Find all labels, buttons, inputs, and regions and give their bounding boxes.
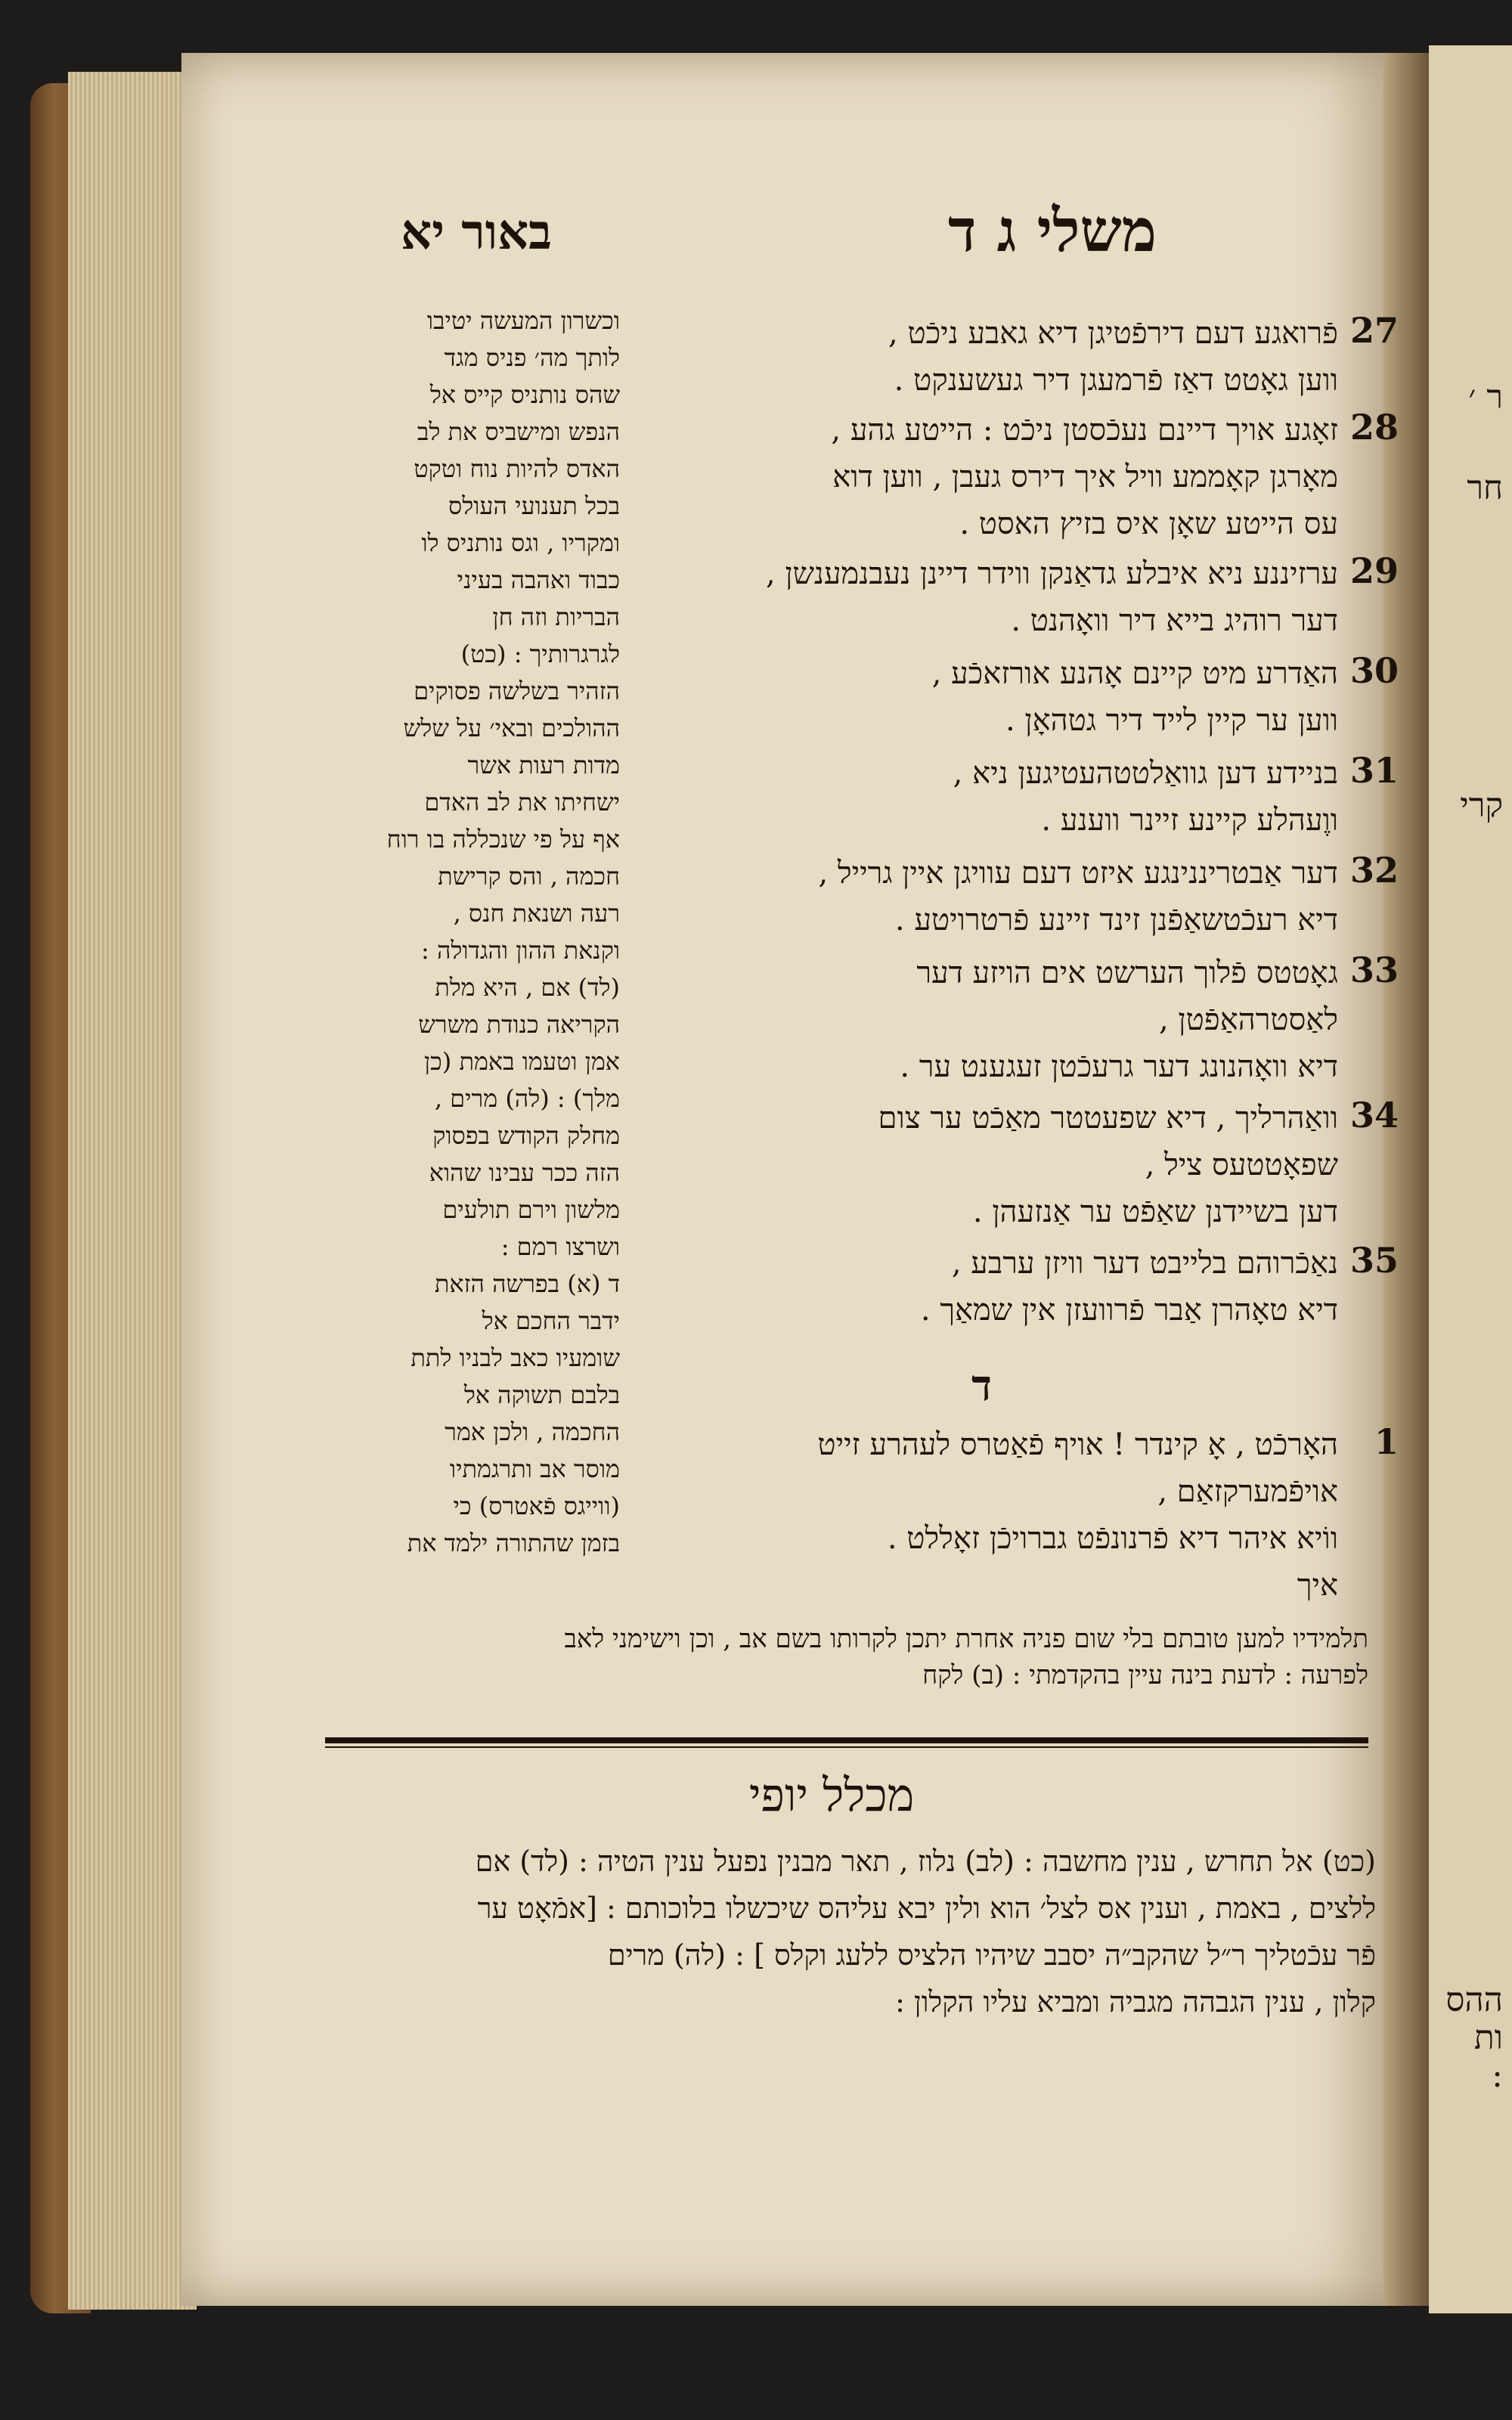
verse-number: 32	[1349, 850, 1399, 891]
commentary-line: האדס להיות נוח וטקט	[414, 454, 620, 483]
biur-commentary-column	[325, 302, 620, 1562]
chapter-letter: ד	[971, 1361, 992, 1411]
commentary-line: שומעיו כאב לבניו לתת	[411, 1343, 620, 1372]
verse-block	[627, 1095, 1399, 1235]
commentary-line: ושרצו רמם :	[500, 1232, 620, 1261]
section-divider-thin	[325, 1746, 1368, 1748]
commentary-line: רעה ושנאת חנס ,	[453, 899, 620, 928]
commentary-line: מלך) : (לה) מרים ,	[434, 1084, 620, 1113]
verse-number: 33	[1349, 950, 1399, 990]
verse-number: 34	[1349, 1095, 1399, 1136]
section-divider	[325, 1737, 1368, 1743]
verse-block	[627, 407, 1399, 547]
verse-line: עס הייטע שאָן איס בזיץ האסט .	[959, 507, 1338, 541]
book-gutter	[1383, 53, 1429, 2306]
verse-line: האַדרע מיט קיינם אָהנע אורזאכֿע ,	[931, 656, 1338, 691]
facing-page-text-fragment: קרי	[1460, 786, 1503, 825]
facing-page-text-fragment: ההס	[1445, 1981, 1503, 2019]
commentary-line: בזמן שהתורה ילמד את	[407, 1529, 620, 1557]
commentary-line: הבריות וזה חן	[492, 603, 620, 631]
verse-number: 29	[1349, 550, 1399, 591]
verse-line: בניידע דען גוואַלטטהעטיגען ניא ,	[953, 756, 1338, 791]
commentary-line: ההולכים ובאי׳ על שלש	[403, 714, 620, 742]
verse-block	[627, 950, 1399, 1090]
verse-block	[627, 750, 1399, 844]
verse-line: האָרכֿט , אָ קינדר ! אויף פֿאַטרס לעהרע זייט	[817, 1427, 1338, 1462]
commentary-line: הזהיר בשלשה פסוקים	[414, 677, 620, 705]
verse-block	[627, 1421, 1399, 1609]
verse-line: שפאָטטעס ציל ,	[1145, 1148, 1338, 1182]
verse-line: נאַכֿרוהם בלייבט דער וויזן ערבע ,	[951, 1246, 1338, 1281]
commentary-line: ישחיתו את לב האדם	[424, 788, 620, 816]
commentary-line: וכשרון המעשה יטיבו	[426, 306, 620, 335]
lower-section-title: מכלל יופי	[748, 1769, 915, 1822]
verse-number: 35	[1349, 1240, 1399, 1281]
verse-number: 30	[1349, 650, 1399, 691]
commentary-line: מוסר אב ותרגמתיו	[449, 1455, 620, 1483]
verse-number: 27	[1349, 310, 1399, 351]
commentary-line: הקריאה כנודת משרש	[418, 1010, 620, 1039]
verse-line: ערזיננע ניא איבלע גדאַנקן ווידר דיינן נעבנמענשן ,	[765, 556, 1338, 591]
verse-block	[627, 650, 1399, 744]
verse-line: אויפֿמערקזאַם ,	[1157, 1474, 1338, 1509]
verse-line: דען בשיידנן שאַפֿט ער אַנזעהן .	[972, 1195, 1338, 1229]
verse-block	[627, 1240, 1399, 1334]
verse-line: וואַהרליך , דיא שפעטטר מאַכֿט ער צום	[878, 1101, 1338, 1136]
verse-line: דיא טאָהרן אַבר פֿרוועזן אין שמאַך .	[920, 1293, 1338, 1328]
verse-line: ווען גאָטט דאַז פֿרמעגן דיר געשענקט .	[894, 363, 1338, 398]
page-stack-edge	[68, 72, 197, 2310]
commentary-line: הנפש ומישביס את לב	[417, 417, 620, 446]
verse-line: לאַסטרהאַפֿטן ,	[1158, 1002, 1338, 1037]
verse-number: 28	[1349, 407, 1399, 448]
commentary-line: חכמה , והס קרישת	[438, 862, 620, 891]
commentary-line: ד (א) בפרשה הזאת	[434, 1269, 620, 1298]
commentary-line: ומקריו , וגס נותניס לו	[421, 528, 620, 557]
commentary-line: וקנאת ההון והגדולה :	[421, 936, 620, 965]
verse-block	[627, 850, 1399, 944]
commentary-line: (ווייגס פֿאטרס) כי	[453, 1492, 620, 1520]
lower-section-line: ללצים , באמת , וענין אס לצל׳ הוא ולין יבא עליהס שיכשלו בלוכותם : [אמֿאָט ער	[477, 1892, 1376, 1925]
commentary-line: (לד) אם , היא מלת	[435, 973, 620, 1002]
commentary-line: מלשון וירם תולעים	[442, 1195, 620, 1224]
commentary-line: אף על פי שנכללה בו רוח	[386, 825, 620, 854]
verse-line: מאָרגן קאָממע וויל איך דירס געבן , ווען דוא	[832, 460, 1338, 494]
commentary-line: שהס נותניס קייס אל	[429, 380, 620, 409]
commentary-line: הזה ככר עבינו שהוא	[429, 1158, 620, 1187]
commentary-continuation-line: תלמידיו למען טובתם בלי שום פניה אחרת יתכן לקרותו בשם אב , וכן וישימני לאב	[564, 1624, 1368, 1654]
facing-page-edge	[1429, 45, 1512, 2313]
verse-number: 1	[1374, 1421, 1399, 1462]
commentary-line: החכמה , ולכן אמר	[445, 1418, 620, 1446]
commentary-line: לותך מה׳ פניס מגד	[444, 343, 620, 372]
verse-line: דיא וואָהנונג דער גרעכֿטן זעגענט ער .	[900, 1049, 1338, 1084]
verse-line: זאָגע אויך דיינם נעכֿסטן ניכֿט : הייטע גהע ,	[831, 413, 1338, 448]
verse-line: ווען ער קיין לייד דיר גטהאָן .	[1005, 703, 1338, 738]
lower-section-line: (כט) אל תחרש , ענין מחשבה : (לב) נלוז , תאר מבנין נפעל ענין הטיה : (לד) אם	[475, 1845, 1376, 1878]
commentary-line: מדות רעות אשר	[467, 751, 620, 779]
facing-page-text-fragment: ות	[1473, 2019, 1503, 2057]
verse-block	[627, 310, 1399, 404]
verse-line: ווֹיא איהר דיא פֿרנונפֿט גברויכֿן זאָללט .	[887, 1521, 1338, 1556]
facing-page-text-fragment: :	[1492, 2056, 1503, 2095]
verse-line: פֿרואגע דעם דירפֿטיגן דיא גאבע ניכֿט ,	[888, 316, 1338, 351]
lower-section-line: פֿר עכֿטליך ר״ל שהקב״ה יסבב שיהיו הלציס ללעג וקלס ] : (לה) מרים	[607, 1938, 1376, 1972]
commentary-line: בלבם תשוקה אל	[463, 1380, 620, 1409]
facing-page-text-fragment: חר	[1467, 469, 1503, 507]
commentary-line: מחלק הקודש בפסוק	[432, 1121, 620, 1150]
running-title: משלי ג ד	[948, 197, 1157, 265]
verse-line: דיא רעכֿטשאַפֿנן זינד זיינע פֿרטרויטע .	[894, 903, 1338, 937]
verse-line: דער אַבטריננינגע איזט דעם עוויגן איין גרייל ,	[818, 856, 1338, 891]
commentary-line: כבוד ואהבה בעיני	[457, 565, 620, 594]
verse-line: דער רוהיג בייא דיר וואָהנט .	[1011, 603, 1338, 638]
verse-number: 31	[1349, 750, 1399, 791]
commentary-line: לגרגרותיך : (כט)	[460, 640, 620, 668]
commentary-line: ידבר החכם אל	[482, 1306, 620, 1335]
verse-line: גאָטטס פֿלוך הערשט אים הויזע דער	[916, 956, 1338, 990]
verse-line: איך	[1297, 1568, 1338, 1603]
facing-page-text-fragment: ר ׳	[1468, 378, 1503, 417]
lower-section-line: קלון , ענין הגבהה מגביה ומביא עליו הקלון :	[895, 1985, 1376, 2019]
commentary-line: בכל תענועי העולס	[448, 491, 620, 520]
verse-line: ווֶעהלע קיינע זיינר ווענע .	[1041, 803, 1338, 838]
commentary-continuation-line: לפרעה : לדעת בינה עיין בהקדמתי : (ב) לקח	[922, 1660, 1368, 1690]
commentary-line: אמן וטעמו באמת (כן	[423, 1047, 620, 1076]
verse-block	[627, 550, 1399, 644]
running-title-biur: באור יא	[401, 204, 552, 261]
